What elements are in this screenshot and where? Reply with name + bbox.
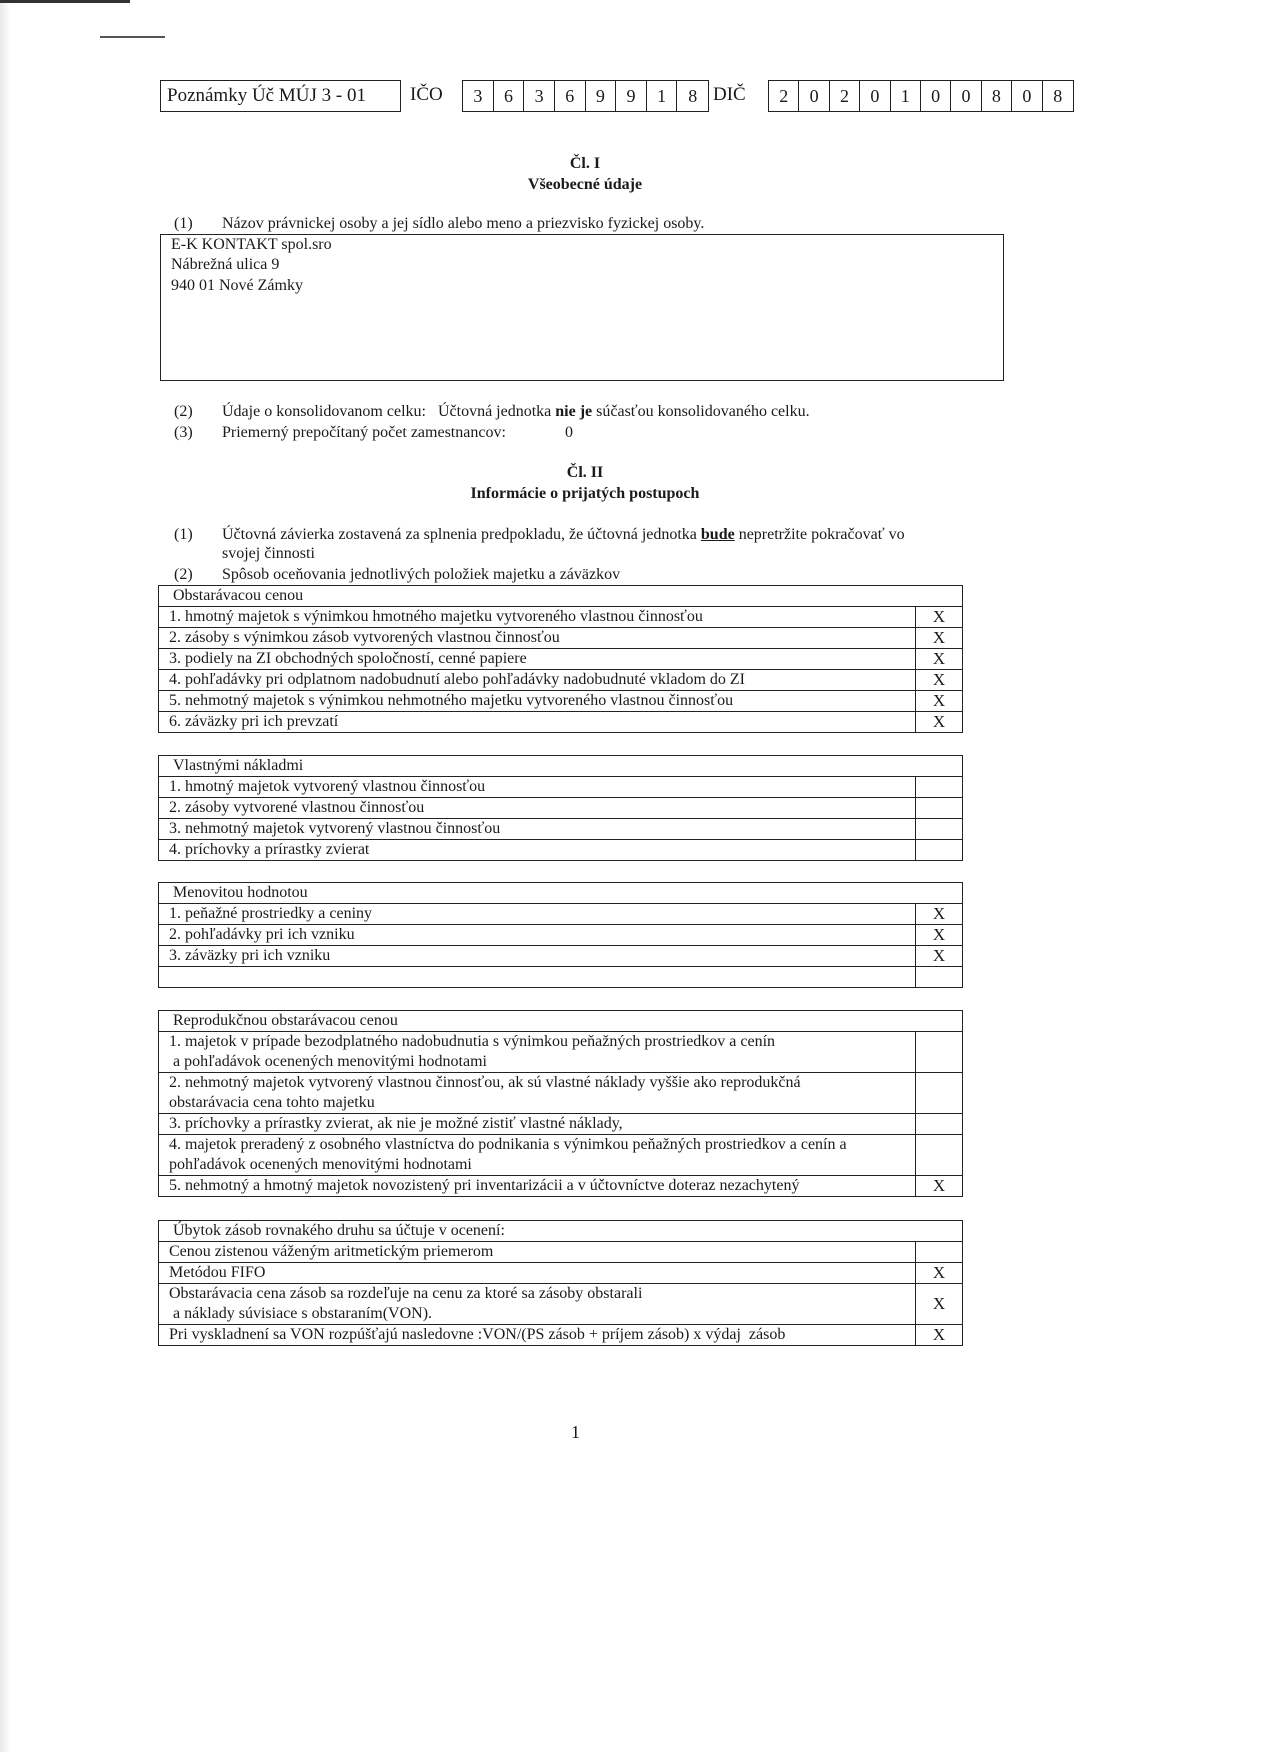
row-checkmark: X — [915, 1263, 962, 1283]
table-header — [159, 1011, 962, 1031]
digit-box: 6 — [494, 81, 525, 111]
table-row — [159, 818, 962, 839]
table-row — [159, 1283, 962, 1324]
row-label: 1. peňažné prostriedky a ceniny — [169, 905, 373, 922]
table-row — [159, 711, 962, 732]
acquisition-cost-table — [158, 585, 963, 733]
table-header — [159, 883, 962, 903]
consolidation-post: súčasťou konsolidovaného celku. — [596, 403, 810, 420]
row-label: 2. zásoby s výnimkou zásob vytvorených vlastnou činnosťou — [169, 629, 560, 646]
row-checkmark — [915, 1073, 962, 1113]
table-row — [159, 776, 962, 797]
digit-box: 6 — [555, 81, 586, 111]
row-checkmark — [915, 819, 962, 839]
table-row — [159, 627, 962, 648]
row-checkmark: X — [915, 649, 962, 669]
row-label: 3. záväzky pri ich vzniku — [169, 947, 331, 964]
row-label: 2. pohľadávky pri ich vzniku — [169, 926, 355, 943]
digit-box: 2 — [830, 81, 860, 111]
own-costs-table — [158, 755, 963, 861]
section-2-subtitle: Informácie o prijatých postupoch — [470, 485, 700, 502]
row-checkmark: X — [915, 628, 962, 648]
row-label: 4. majetok preradený z osobného vlastníctva do podnikania s výnimkou peňažných prostriedkov a cenín a pohľadávok ocenených menovitými hodnotami — [169, 1136, 847, 1173]
row-checkmark — [915, 840, 962, 860]
address-line: E-K KONTAKT spol.sro — [171, 236, 332, 253]
going-concern-line2: svojej činnosti — [222, 545, 315, 562]
consolidation-label: Údaje o konsolidovanom celku: — [222, 403, 426, 420]
dic-label: DIČ — [713, 84, 746, 105]
row-label: 3. podiely na ZI obchodných spoločností, cenné papiere — [169, 650, 527, 667]
row-label: Cenou zistenou váženým aritmetickým priemerom — [169, 1243, 494, 1260]
table-row — [159, 669, 962, 690]
table-row — [159, 1324, 962, 1345]
table-row — [159, 1241, 962, 1262]
inventory-outflow-table — [158, 1220, 963, 1346]
table-row — [159, 1072, 962, 1113]
page-number: 1 — [571, 1422, 580, 1442]
table-row — [159, 1175, 962, 1196]
row-checkmark: X — [915, 712, 962, 732]
row-label — [159, 967, 915, 987]
row-label: 1. hmotný majetok s výnimkou hmotného majetku vytvoreného vlastnou činnosťou — [169, 608, 703, 625]
digit-box: 0 — [860, 81, 890, 111]
row-checkmark — [915, 1135, 962, 1175]
row-checkmark: X — [915, 607, 962, 627]
digit-box: 3 — [524, 81, 555, 111]
table-row — [159, 1031, 962, 1072]
digit-box: 8 — [982, 81, 1012, 111]
row-checkmark: X — [915, 691, 962, 711]
table-row — [159, 1134, 962, 1175]
table-header-label: Vlastnými nákladmi — [173, 757, 304, 774]
row-checkmark — [915, 1242, 962, 1262]
item-number: (1) — [174, 215, 193, 232]
row-label: 5. nehmotný a hmotný majetok novozistený pri inventarizácii a v účtovníctve doteraz nezachytený — [169, 1177, 800, 1194]
replacement-cost-table — [158, 1010, 963, 1197]
going-concern-underlined: bude — [700, 526, 735, 543]
row-label: 1. hmotný majetok vytvorený vlastnou činnosťou — [169, 778, 486, 795]
consolidation-info — [222, 403, 810, 421]
table-header — [159, 1221, 962, 1241]
digit-box: 8 — [688, 85, 698, 106]
entity-address-box — [160, 234, 1004, 381]
table-row — [159, 797, 962, 818]
digit-box: 3 — [463, 81, 494, 111]
table-row — [159, 1262, 962, 1283]
row-label: Obstarávacia cena zásob sa rozdeľuje na cenu za ktoré sa zásoby obstarali a náklady súvisiace s obstaraním(VON). — [169, 1285, 643, 1322]
form-title: Poznámky Úč MÚJ 3 - 01 — [167, 85, 366, 106]
ico-boxes — [462, 80, 709, 112]
digit-box: 1 — [891, 81, 921, 111]
item-number: (2) — [174, 566, 193, 583]
row-label: 5. nehmotný majetok s výnimkou nehmotného majetku vytvoreného vlastnou činnosťou — [169, 692, 734, 709]
going-concern-pre: Účtovná závierka zostavená za splnenia predpokladu, že účtovná jednotka — [222, 526, 697, 543]
row-checkmark — [915, 1114, 962, 1134]
digit-box: 9 — [586, 81, 617, 111]
nominal-value-table — [158, 882, 963, 988]
table-row — [159, 690, 962, 711]
row-label: 4. príchovky a prírastky zvierat — [169, 841, 370, 858]
scan-edge — [0, 0, 10, 1752]
digit-box: 1 — [647, 81, 678, 111]
scan-mark — [0, 0, 130, 3]
digit-box: 0 — [921, 81, 951, 111]
row-label: Pri vyskladnení sa VON rozpúšťajú nasledovne :VON/(PS zásob + príjem zásob) x výdaj zásob — [169, 1326, 786, 1343]
row-checkmark — [915, 777, 962, 797]
table-row — [159, 966, 962, 987]
row-checkmark: X — [915, 904, 962, 924]
table-header-label: Menovitou hodnotou — [173, 884, 308, 901]
digit-box: 9 — [616, 81, 647, 111]
employees-label: Priemerný prepočítaný počet zamestnancov: — [222, 424, 506, 441]
row-label: 2. zásoby vytvorené vlastnou činnosťou — [169, 799, 425, 816]
scan-mark — [100, 36, 165, 38]
item-number: (1) — [174, 526, 193, 543]
table-header-label: Reprodukčnou obstarávacou cenou — [173, 1012, 398, 1029]
row-label: 4. pohľadávky pri odplatnom nadobudnutí alebo pohľadávky nadobudnuté vkladom do ZI — [169, 671, 745, 688]
row-checkmark: X — [915, 1325, 962, 1345]
table-row — [159, 648, 962, 669]
ico-label: IČO — [410, 84, 443, 105]
going-concern-post: nepretržite pokračovať vo — [738, 526, 905, 543]
address-line: 940 01 Nové Zámky — [171, 277, 303, 294]
row-checkmark: X — [915, 946, 962, 966]
row-label: 6. záväzky pri ich prevzatí — [169, 713, 339, 730]
address-line: Nábrežná ulica 9 — [171, 256, 280, 273]
row-label: 3. nehmotný majetok vytvorený vlastnou činnosťou — [169, 820, 501, 837]
table-row — [159, 903, 962, 924]
entity-name-label: Názov právnickej osoby a jej sídlo alebo meno a priezvisko fyzickej osoby. — [222, 215, 705, 232]
row-checkmark — [915, 798, 962, 818]
going-concern-text — [222, 526, 905, 544]
table-header — [159, 756, 962, 776]
table-row — [159, 924, 962, 945]
section-1-title: Čl. I — [569, 155, 601, 172]
row-checkmark: X — [915, 1176, 962, 1196]
item-number: (3) — [174, 424, 193, 441]
dic-boxes — [768, 80, 1074, 112]
row-label: 3. príchovky a prírastky zvierat, ak nie je možné zistiť vlastné náklady, — [169, 1115, 623, 1132]
digit-box: 0 — [1012, 81, 1042, 111]
form-title-box — [160, 80, 401, 112]
table-row — [159, 1113, 962, 1134]
table-header-label: Obstarávacou cenou — [173, 587, 304, 604]
table-header-label: Úbytok zásob rovnakého druhu sa účtuje v ocenení: — [173, 1222, 505, 1239]
valuation-heading: Spôsob oceňovania jednotlivých položiek majetku a záväzkov — [222, 566, 621, 583]
table-header — [159, 586, 962, 606]
digit-box: 8 — [1053, 85, 1063, 106]
table-row — [159, 945, 962, 966]
row-label: 2. nehmotný majetok vytvorený vlastnou činnosťou, ak sú vlastné náklady vyššie ako reprodukčná obstarávacia cena tohto majetku — [169, 1074, 801, 1111]
section-1-subtitle: Všeobecné údaje — [527, 176, 643, 193]
table-row — [159, 606, 962, 627]
section-2-title: Čl. II — [566, 464, 604, 481]
digit-box: 2 — [769, 81, 799, 111]
row-checkmark: X — [915, 670, 962, 690]
row-checkmark: X — [915, 1284, 962, 1324]
consolidation-pre: Účtovná jednotka — [437, 403, 552, 420]
row-label: Metódou FIFO — [169, 1264, 266, 1281]
employees-value: 0 — [565, 424, 573, 441]
row-checkmark: X — [915, 925, 962, 945]
item-number: (2) — [174, 403, 193, 420]
digit-box: 0 — [951, 81, 981, 111]
consolidation-bold: nie je — [555, 403, 593, 420]
row-checkmark — [915, 1032, 962, 1072]
row-checkmark — [915, 967, 962, 987]
table-row — [159, 839, 962, 860]
digit-box: 0 — [799, 81, 829, 111]
row-label: 1. majetok v prípade bezodplatného nadobudnutia s výnimkou peňažných prostriedkov a cenín a pohľadávok ocenených menovitými hodnotami — [169, 1033, 776, 1070]
